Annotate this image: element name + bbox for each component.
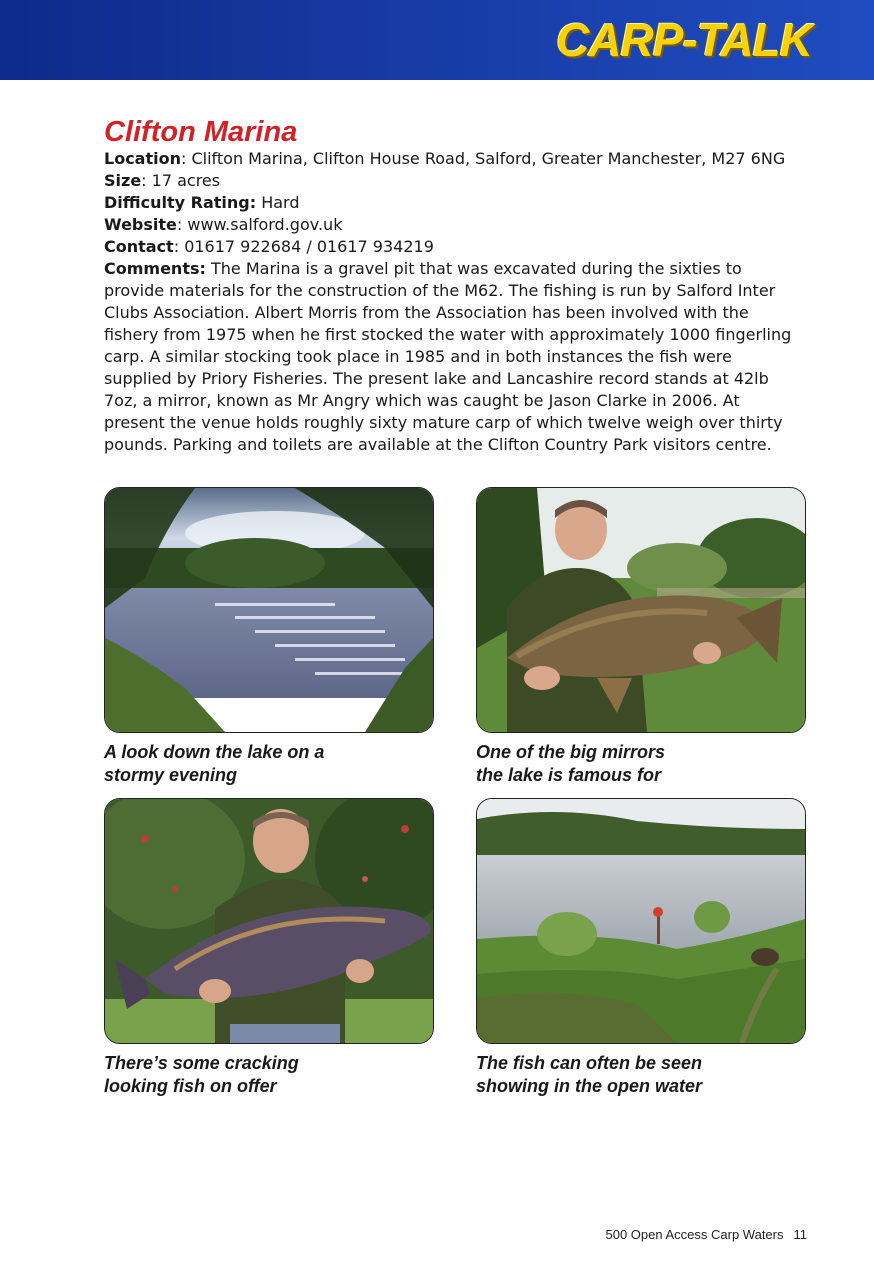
location-value: Clifton Marina, Clifton House Road, Salford, Greater Manchester, M27 6NG [191,149,786,168]
lake-image [105,488,433,732]
photo-cracking-fish [104,798,434,1044]
website-link[interactable]: www.salford.gov.uk [187,215,343,234]
difficulty-line [104,192,804,214]
photo-big-mirror-carp [476,487,806,733]
location-label: Location [104,149,181,168]
comments-text: The Marina is a gravel pit that was excavated during the sixties to provide materials for the construction of the M62. The fishing is run by Salford Inter Clubs Association. Albert Morris from the Association has been involved with the fishery from 1975 when he first stocked the water with approximately 1000 fingerling carp. A similar stocking took place in 1985 and in both instances the fish were supplied by Priory Fisheries. The present lake and Lancashire record stands at 42lb 7oz, a mirror, known as Mr Angry which was caught be Jason Clarke in 2006. At present the venue holds roughly sixty mature carp of which twelve weigh over thirty pounds. Parking and toilets are available at the Clifton Country Park visitors centre. [104,259,792,454]
carp-talk-logo: CARP-TALK [556,14,812,66]
contact-value: 01617 922684 / 01617 934219 [184,237,434,256]
comments-paragraph [104,258,804,456]
photo-open-water [476,798,806,1044]
angler-linear-carp-image [105,799,433,1043]
difficulty-value: Hard [261,193,300,212]
size-value: 17 acres [151,171,221,190]
caption-photo-2 [476,741,806,787]
size-line: Size: 17 acres [104,171,221,190]
difficulty-label: Difficulty Rating: [104,193,257,212]
page-number: 11 [793,1227,807,1242]
caption-4-line-2: showing in the open water [476,1076,703,1096]
photo-lake-stormy-evening [104,487,434,733]
contact-line: Contact: 01617 922684 / 01617 934219 [104,237,434,256]
location-line: Location: Clifton Marina, Clifton House Road, Salford, Greater Manchester, M27 6NG [104,149,786,168]
venue-title: Clifton Marina [104,116,298,148]
size-label: Size [104,171,142,190]
header-banner [0,0,874,80]
caption-photo-1 [104,741,434,787]
website-line: Website: www.salford.gov.uk [104,215,343,234]
caption-1-line-2: stormy evening [104,765,238,785]
caption-2-line-2: the lake is famous for [476,765,662,785]
comments-label: Comments: [104,259,206,278]
caption-4-line-1: The fish can often be seen [476,1053,703,1073]
caption-3-line-2: looking fish on offer [104,1076,277,1096]
contact-label: Contact [104,237,174,256]
venue-entry [104,116,804,456]
angler-mirror-image [477,488,805,732]
caption-3-line-1: There’s some cracking [104,1053,299,1073]
caption-2-line-1: One of the big mirrors [476,742,666,762]
caption-photo-4 [476,1052,806,1098]
publication-title: 500 Open Access Carp Waters [605,1227,784,1242]
website-label: Website [104,215,177,234]
caption-photo-3 [104,1052,434,1098]
page-footer [606,1227,808,1242]
open-water-image [477,799,805,1043]
caption-1-line-1: A look down the lake on a [104,742,325,762]
